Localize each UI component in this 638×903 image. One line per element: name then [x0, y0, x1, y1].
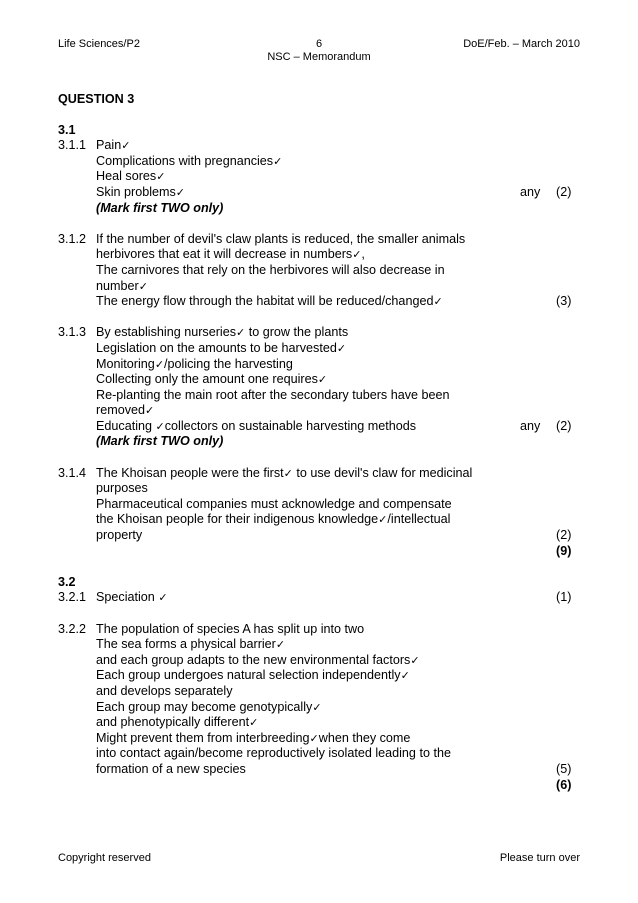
item-number: 3.1.2	[58, 231, 87, 246]
answer-item	[58, 231, 572, 310]
answer-item	[58, 621, 572, 794]
tick-icon: ✓	[400, 669, 410, 683]
answer-line: The Khoisan people were the first✓ to use devil's claw for medicinal	[96, 465, 473, 480]
tick-icon: ✓	[158, 591, 168, 605]
section-total: (6)	[556, 777, 572, 792]
tick-icon: ✓	[336, 341, 347, 355]
answer-item	[58, 465, 572, 560]
section-total: (9)	[556, 543, 572, 558]
tick-icon: ✓	[155, 419, 165, 433]
answer-line: Legislation on the amounts to be harvested✓	[96, 340, 347, 355]
answer-line: Speciation ✓ (1)	[96, 590, 572, 605]
section-number: 3.2	[58, 574, 76, 589]
answer-line: and phenotypically different✓	[96, 715, 259, 730]
answer-item	[58, 325, 572, 450]
answer-line: Complications with pregnancies✓	[96, 153, 283, 168]
answer-line: and each group adapts to the new environmental factors✓	[96, 652, 420, 667]
answer-line: Pharmaceutical companies must acknowledge and compensate	[96, 496, 452, 511]
answer-line: property (2)	[96, 528, 572, 543]
answer-line	[96, 543, 572, 560]
mark-allocation: (2)	[556, 418, 572, 433]
answer-line: number✓	[96, 278, 148, 293]
tick-icon: ✓	[156, 170, 166, 184]
mark-allocation: (2)	[556, 184, 572, 199]
tick-icon: ✓	[154, 357, 165, 371]
header-subject: Life Sciences/P2	[58, 38, 140, 50]
answer-line	[96, 777, 572, 794]
answer-line: The energy flow through the habitat will be reduced/changed✓ (3)	[96, 294, 572, 309]
answer-line: removed✓	[96, 403, 155, 418]
mark-allocation: (5)	[556, 761, 572, 776]
answer-line: Pain✓	[96, 138, 131, 153]
section-number: 3.1	[58, 122, 76, 137]
answer-line: Skin problems✓ any (2)	[96, 184, 572, 199]
marking-note: (Mark first TWO only)	[96, 200, 224, 215]
answer-item	[58, 138, 572, 216]
marking-note: (Mark first TWO only)	[96, 434, 224, 449]
tick-icon: ✓	[175, 185, 186, 199]
tick-icon: ✓	[249, 716, 259, 730]
tick-icon: ✓	[138, 279, 148, 293]
tick-icon: ✓	[236, 326, 246, 340]
any-label: any	[520, 418, 541, 433]
tick-icon: ✓	[275, 638, 286, 652]
item-number: 3.2.2	[58, 621, 87, 636]
answer-line: The population of species A has split up into two	[96, 621, 365, 636]
tick-icon: ✓	[309, 731, 319, 745]
answer-line: Each group undergoes natural selection independently✓	[96, 668, 410, 683]
mark-allocation: (3)	[556, 294, 572, 309]
tick-icon: ✓	[352, 248, 362, 262]
answer-line: Educating ✓collectors on sustainable harvesting methods any (2)	[96, 418, 572, 433]
answer-line: formation of a new species (5)	[96, 761, 572, 776]
answer-line: into contact again/become reproductively isolated leading to the	[96, 746, 451, 761]
answer-line: Re-planting the main root after the secondary tubers have been	[96, 387, 450, 402]
footer-copyright: Copyright reserved	[58, 852, 151, 864]
answer-line: and develops separately	[96, 683, 233, 698]
item-number: 3.1.3	[58, 325, 87, 340]
answer-line: herbivores that eat it will decrease in numbers✓,	[96, 247, 365, 262]
item-number: 3.2.1	[58, 590, 87, 605]
answer-line: The carnivores that rely on the herbivores will also decrease in	[96, 262, 445, 277]
answer-line: Each group may become genotypically✓	[96, 699, 322, 714]
any-label: any	[520, 184, 541, 199]
answer-line: Heal sores✓	[96, 169, 166, 184]
header-subtitle: NSC – Memorandum	[267, 51, 371, 63]
answer-line: By establishing nurseries✓ to grow the plants	[96, 325, 349, 340]
question-title: QUESTION 3	[58, 92, 135, 106]
header-date: DoE/Feb. – March 2010	[463, 38, 580, 50]
tick-icon: ✓	[312, 700, 322, 714]
tick-icon: ✓	[273, 154, 283, 168]
mark-allocation: (2)	[556, 528, 572, 543]
answer-line: Monitoring✓/policing the harvesting	[96, 356, 293, 371]
item-number: 3.1.4	[58, 465, 87, 480]
tick-icon: ✓	[378, 513, 388, 527]
answer-line: If the number of devil's claw plants is reduced, the smaller animals	[96, 231, 466, 246]
answer-line: Might prevent them from interbreeding✓when they come	[96, 730, 411, 745]
tick-icon: ✓	[145, 404, 155, 418]
answer-line: The sea forms a physical barrier✓	[96, 637, 286, 652]
mark-allocation: (1)	[556, 590, 572, 605]
answer-item	[58, 590, 572, 606]
page-number: 6	[315, 38, 323, 50]
answer-line: Collecting only the amount one requires✓	[96, 372, 328, 387]
tick-icon: ✓	[433, 295, 443, 309]
tick-icon: ✓	[410, 653, 420, 667]
item-number: 3.1.1	[58, 138, 87, 153]
answer-line: purposes	[96, 481, 148, 496]
memo-content	[58, 92, 572, 793]
tick-icon: ✓	[283, 466, 293, 480]
answer-line: the Khoisan people for their indigenous knowledge✓/intellectual	[96, 512, 451, 527]
tick-icon: ✓	[317, 373, 328, 387]
tick-icon: ✓	[121, 139, 131, 153]
footer-turn-over: Please turn over	[499, 852, 580, 864]
